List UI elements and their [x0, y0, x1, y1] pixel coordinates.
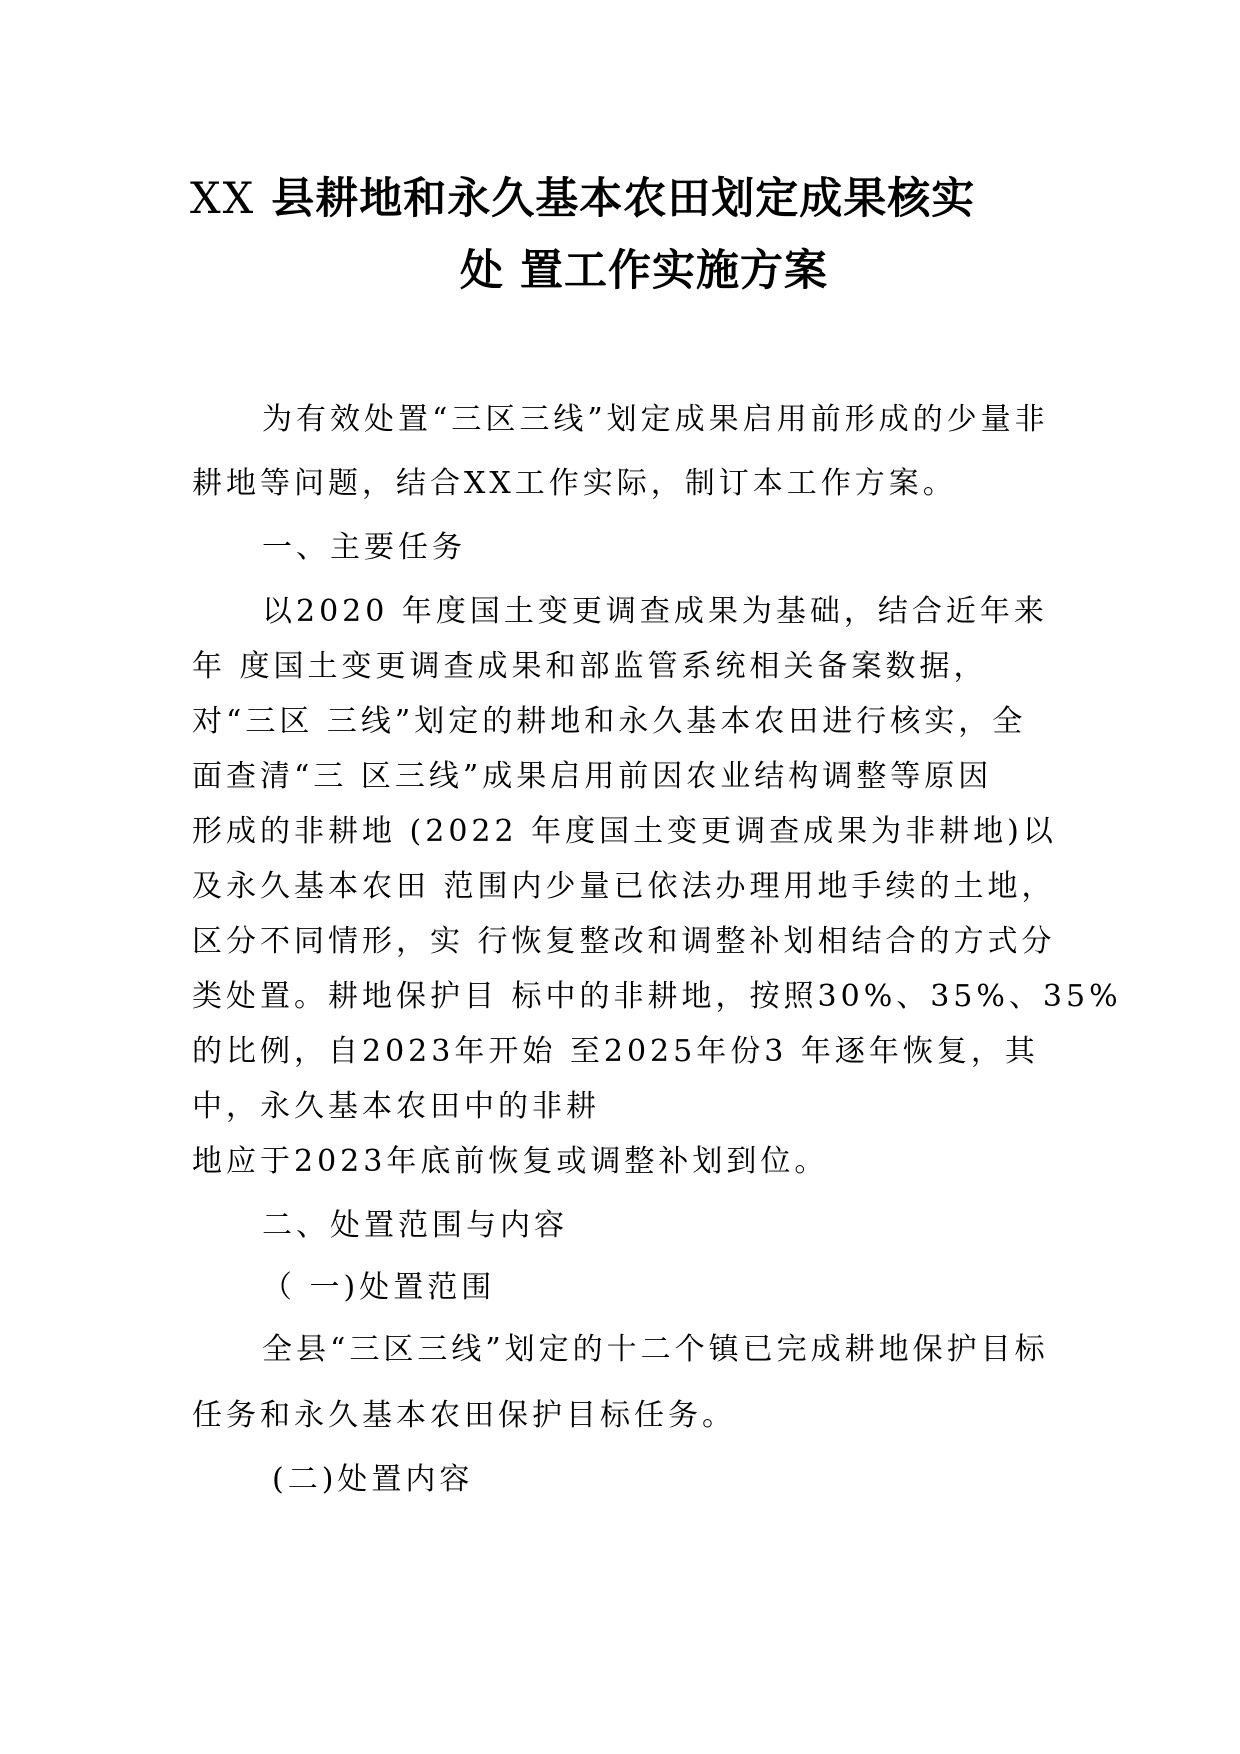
- section-1-line: 对“三区 三线”划定的耕地和永久基本农田进行核实，全: [192, 704, 1027, 739]
- title-line-1-text: 县耕地和永久基本农田划定成果核实: [255, 174, 976, 224]
- subsection-2-1-heading: （ 一)处置范围: [262, 1270, 496, 1305]
- document-title-line-2: 处 置工作实施方案: [460, 246, 828, 296]
- section-1-line: 区分不同情形，实 行恢复整改和调整补划相结合的方式分: [192, 924, 1056, 959]
- subsection-2-1-line: 任务和永久基本农田保护目标任务。: [192, 1398, 736, 1433]
- section-1-line: 面查清“三 区三线”成果启用前因农业结构调整等原因: [192, 759, 993, 794]
- subsection-2-1-line: 全县“三区三线”划定的十二个镇已完成耕地保护目标: [262, 1332, 1049, 1367]
- section-1-line: 类处置。耕地保护目 标中的非耕地，按照30%、35%、35%: [192, 979, 1122, 1014]
- document-title-line-1: [190, 170, 975, 228]
- section-1-line: 年 度国土变更调查成果和部监管系统相关备案数据，: [192, 649, 988, 684]
- section-1-heading: 一、主要任务: [262, 530, 466, 565]
- section-1-line: 的比例，自2023年开始 至2025年份3 年逐年恢复，其: [192, 1034, 1039, 1069]
- section-1-line: 形成的非耕地 (2022 年度国土变更调查成果为非耕地)以: [192, 814, 1057, 849]
- subsection-2-2-heading: (二)处置内容: [272, 1462, 474, 1497]
- intro-line-1: 为有效处置“三区三线”划定成果启用前形成的少量非: [262, 402, 1049, 437]
- section-1-line: 中，永久基本农田中的非耕: [192, 1089, 600, 1124]
- section-1-line: 以2020 年度国土变更调查成果为基础，结合近年来: [262, 594, 1048, 629]
- title-prefix: XX: [190, 174, 256, 224]
- intro-line-2: 耕地等问题，结合XX工作实际，制订本工作方案。: [192, 466, 957, 501]
- section-1-line: 地应于2023年底前恢复或调整补划到位。: [192, 1144, 829, 1179]
- section-1-line: 及永久基本农田 范围内少量已依法办理用地手续的土地，: [192, 869, 1056, 904]
- section-2-heading: 二、处置范围与内容: [262, 1208, 568, 1243]
